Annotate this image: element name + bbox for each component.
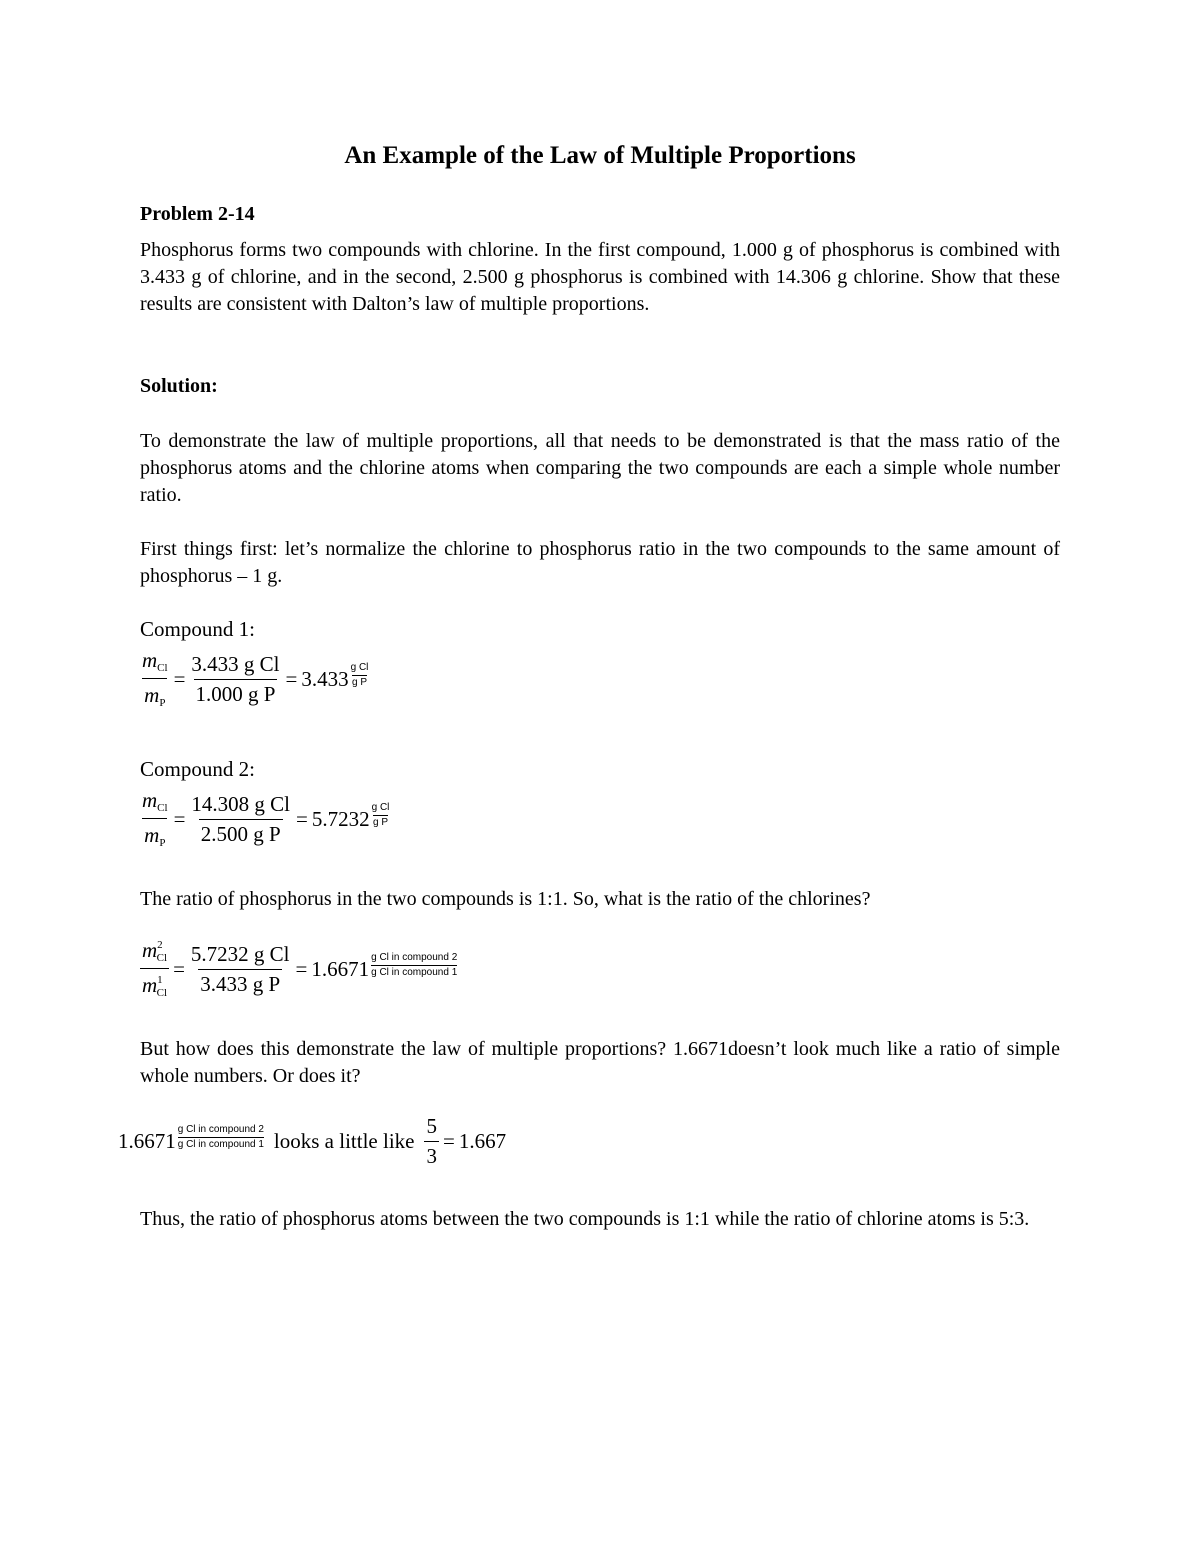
chlorine-ratio-equation — [140, 940, 457, 999]
equals-sign: = — [173, 807, 186, 831]
lhs-den-var: m — [142, 973, 158, 997]
problem-text: Phosphorus forms two compounds with chlorine. In the first compound, 1.000 g of phosphorus is combined with 3.433 g of chlorine, and in the second, 2.500 g phosphorus is combined with 14.306 g chlorine. Show that these results are consistent with Dalton’s law of multiple proportions. — [140, 239, 1060, 315]
compound2-result: 5.7232 — [311, 807, 370, 831]
five-thirds-fraction — [424, 1116, 439, 1167]
compound1-rhs-fraction — [189, 654, 281, 705]
conclusion-paragraph: Thus, the ratio of phosphorus atoms between the two compounds is 1:1 while the ratio of chlorine atoms is 5:3. — [140, 1208, 1030, 1230]
lhs-num-var: m — [142, 648, 158, 672]
chlorine-ratio-denominator: 3.433 g P — [198, 969, 282, 995]
compound2-equation — [140, 790, 389, 849]
chlorine-ratio-unit — [371, 953, 457, 978]
lhs-num-sup: 2 — [157, 939, 163, 951]
lhs-num-var: m — [142, 938, 158, 962]
chlorine-ratio-numerator: 5.7232 g Cl — [190, 942, 290, 966]
approx-value: 1.6671 — [118, 1129, 176, 1153]
lhs-den-sup: 1 — [157, 974, 163, 986]
chlorine-ratio-rhs-fraction — [189, 944, 292, 995]
question-paragraph: But how does this demonstrate the law of multiple proportions? 1.6671doesn’t look much like a ratio of simple whole numbers. Or does it? — [140, 1038, 1060, 1087]
approx-result: 1.667 — [458, 1129, 507, 1153]
equals-sign: = — [173, 667, 186, 691]
unit-denominator: g Cl in compound 1 — [371, 967, 458, 978]
problem-heading: Problem 2-14 — [140, 203, 255, 225]
unit-denominator: g P — [352, 677, 368, 688]
solution-intro: To demonstrate the law of multiple proportions, all that needs to be demonstrated is that the mass ratio of the phosphorus atoms and the chlorine atoms when comparing the two compounds are each a simple whole number ratio. — [140, 430, 1060, 506]
unit-numerator: g Cl — [371, 802, 390, 813]
compound1-label: Compound 1: — [140, 617, 255, 641]
phosphorus-ratio-text: The ratio of phosphorus in the two compounds is 1:1. So, what is the ratio of the chlorines? — [140, 888, 871, 910]
compound1-lhs-fraction — [140, 650, 170, 709]
unit-denominator: g P — [373, 817, 389, 828]
approx-unit — [178, 1125, 264, 1150]
compound1-numerator: 3.433 g Cl — [191, 652, 280, 676]
document-title: An Example of the Law of Multiple Proportions — [344, 142, 856, 169]
chlorine-ratio-lhs-fraction — [140, 940, 169, 999]
equals-sign: = — [173, 957, 185, 981]
lhs-den-sub: P — [159, 837, 166, 849]
approximation-equation — [118, 1116, 506, 1167]
compound1-unit — [351, 663, 369, 688]
unit-numerator: g Cl in compound 2 — [177, 1124, 264, 1135]
solution-heading: Solution: — [140, 375, 218, 397]
compound2-unit — [372, 803, 390, 828]
lhs-den-var: m — [144, 683, 160, 707]
normalize-paragraph: First things first: let’s normalize the chlorine to phosphorus ratio in the two compounds to the same amount of phosphorus – 1 g. — [140, 538, 1060, 587]
compound2-lhs-fraction — [140, 790, 170, 849]
fraction-denominator: 3 — [424, 1141, 439, 1167]
approx-text: looks a little like — [273, 1129, 415, 1153]
equals-sign: = — [295, 957, 308, 981]
compound2-numerator: 14.308 g Cl — [191, 792, 291, 816]
compound2-denominator: 2.500 g P — [199, 819, 283, 845]
lhs-num-sub: Cl — [157, 802, 168, 814]
compound1-equation — [140, 650, 368, 709]
lhs-den-var: m — [144, 823, 160, 847]
fraction-numerator: 5 — [426, 1114, 437, 1138]
equals-sign: = — [442, 1129, 455, 1153]
chlorine-ratio-result: 1.6671 — [311, 957, 370, 981]
compound1-denominator: 1.000 g P — [194, 679, 278, 705]
lhs-num-var: m — [142, 788, 158, 812]
equals-sign: = — [296, 807, 308, 831]
lhs-den-sub: P — [159, 697, 166, 709]
equals-sign: = — [285, 667, 298, 691]
unit-numerator: g Cl — [350, 662, 369, 673]
lhs-num-sub: Cl — [157, 662, 168, 674]
compound2-rhs-fraction — [189, 794, 292, 845]
compound2-label: Compound 2: — [140, 757, 255, 781]
compound1-result: 3.433 — [301, 667, 349, 691]
lhs-num-sub: Cl — [156, 952, 168, 964]
unit-denominator: g Cl in compound 1 — [177, 1139, 264, 1150]
lhs-den-sub: Cl — [156, 987, 168, 999]
unit-numerator: g Cl in compound 2 — [371, 952, 458, 963]
